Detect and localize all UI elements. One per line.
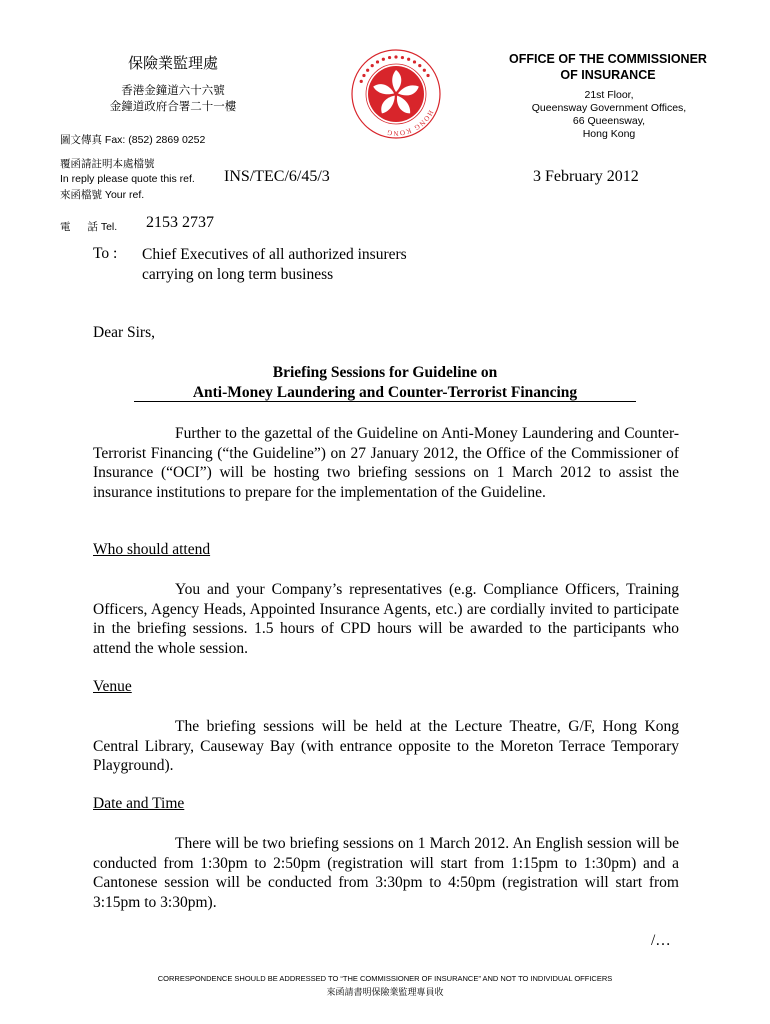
emblem-rim-mark: [371, 64, 374, 67]
hong-kong-emblem-icon: [350, 48, 442, 140]
letter-title: [134, 363, 636, 402]
english-title-line-2: OF INSURANCE: [560, 68, 656, 82]
english-address-line: Hong Kong: [582, 128, 636, 140]
your-ref-label: Your ref.: [104, 189, 145, 201]
venue-heading: Venue: [93, 678, 132, 695]
emblem-rim-mark: [413, 60, 416, 63]
date-and-time-paragraph: There will be two briefing sessions on 1 March 2012. An English session will be conducted from 1:30pm to 2:50pm (registration will start from 1:15pm to 1:30pm) and a Cantonese session will be conducted from 3:30pm to 4:50pm (registration will start from 3:15pm to 3:30pm).: [93, 835, 679, 911]
date-and-time-heading: Date and Time: [93, 795, 185, 812]
continuation-mark: /…: [651, 932, 671, 949]
letter-title-line-2: Anti-Money Laundering and Counter-Terrorist Financing: [192, 383, 578, 401]
tel-chinese-label-1: 電: [60, 221, 71, 233]
addressee-block: [142, 245, 407, 284]
english-address-line: 66 Queensway,: [572, 115, 646, 127]
english-address: [520, 89, 698, 141]
emblem-rim-mark: [418, 64, 421, 67]
emblem-rim-mark: [423, 69, 426, 72]
tel-chinese-label-2: 話: [87, 221, 98, 233]
salutation: Dear Sirs,: [93, 324, 155, 341]
emblem-rim-mark: [366, 69, 369, 72]
title-underline: [134, 401, 636, 402]
english-title-line-1: OFFICE OF THE COMMISSIONER: [509, 52, 707, 66]
footer-english-notice: CORRESPONDENCE SHOULD BE ADDRESSED TO “THE COMMISSIONER OF INSURANCE” AND NOT TO INDIVIDUAL OFFICERS: [157, 974, 613, 983]
emblem-rim-mark: [394, 55, 397, 58]
chinese-office-title: 保險業監理處: [127, 56, 218, 72]
tel-number: 2153 2737: [146, 214, 214, 231]
who-should-attend-paragraph: You and your Company’s representatives (e.g. Compliance Officers, Training Officers, Agency Heads, Appointed Insurance Agents, etc.) are cordially invited to participate in the briefing sessions. 1.5 hours of CPD hours will be awarded to the participants who attend the whole session.: [93, 581, 679, 657]
english-address-line: Queensway Government Offices,: [531, 102, 687, 114]
emblem-text: HONG KONG: [385, 108, 435, 138]
footer-chinese-notice: 來函請書明保險業監理專員收: [326, 987, 444, 997]
emblem-rim-mark: [401, 56, 404, 59]
emblem-rim-mark: [388, 56, 391, 59]
venue-paragraph: The briefing sessions will be held at the Lecture Theatre, G/F, Hong Kong Central Library, Causeway Bay (with entrance opposite to the Moreton Terrace Temporary Playground).: [93, 718, 679, 775]
fax-line: [60, 132, 205, 147]
reply-ref-label: In reply please quote this ref.: [60, 173, 195, 185]
emblem-rim-mark: [362, 74, 365, 77]
english-office-title: [478, 51, 738, 83]
addressee-line-2: carrying on long term business: [142, 265, 334, 283]
our-reference-number: INS/TEC/6/45/3: [224, 168, 330, 185]
english-address-line: 21st Floor,: [584, 89, 634, 101]
who-should-attend-heading: Who should attend: [93, 541, 211, 558]
tel-label: Tel.: [100, 221, 118, 233]
intro-paragraph: Further to the gazettal of the Guideline on Anti-Money Laundering and Counter-Terrorist Financing (“the Guideline”) on 27 January 2012, the Office of the Commissioner of Insurance (“OCI”) will be hosting two briefing sessions on 1 March 2012 to assist the insurance institutions to prepare for the implementation of the Guideline.: [93, 425, 679, 501]
emblem-rim-mark: [407, 58, 410, 61]
reply-chinese-label: 覆函請註明本處檔號: [60, 158, 155, 170]
chinese-address-line-1: 香港金鐘道六十六號: [121, 85, 225, 97]
fax-number: Fax: (852) 2869 0252: [104, 134, 206, 146]
letter-title-line-1: Briefing Sessions for Guideline on: [272, 364, 498, 381]
your-ref-line: [60, 187, 144, 202]
emblem-rim-mark: [426, 74, 429, 77]
tel-label-group: [60, 219, 117, 234]
fax-chinese-label: 圖文傳真: [60, 134, 102, 146]
emblem-rim-mark: [376, 60, 379, 63]
emblem-rim-mark: [382, 58, 385, 61]
letter-date: 3 February 2012: [533, 168, 639, 185]
your-ref-chinese-label: 來函檔號: [60, 189, 102, 201]
chinese-address-line-2: 金鐘道政府合署二十一樓: [109, 101, 237, 113]
addressee-line-1: Chief Executives of all authorized insurers: [142, 246, 407, 263]
emblem-rim-mark: [360, 80, 363, 83]
to-label: To :: [93, 245, 118, 262]
